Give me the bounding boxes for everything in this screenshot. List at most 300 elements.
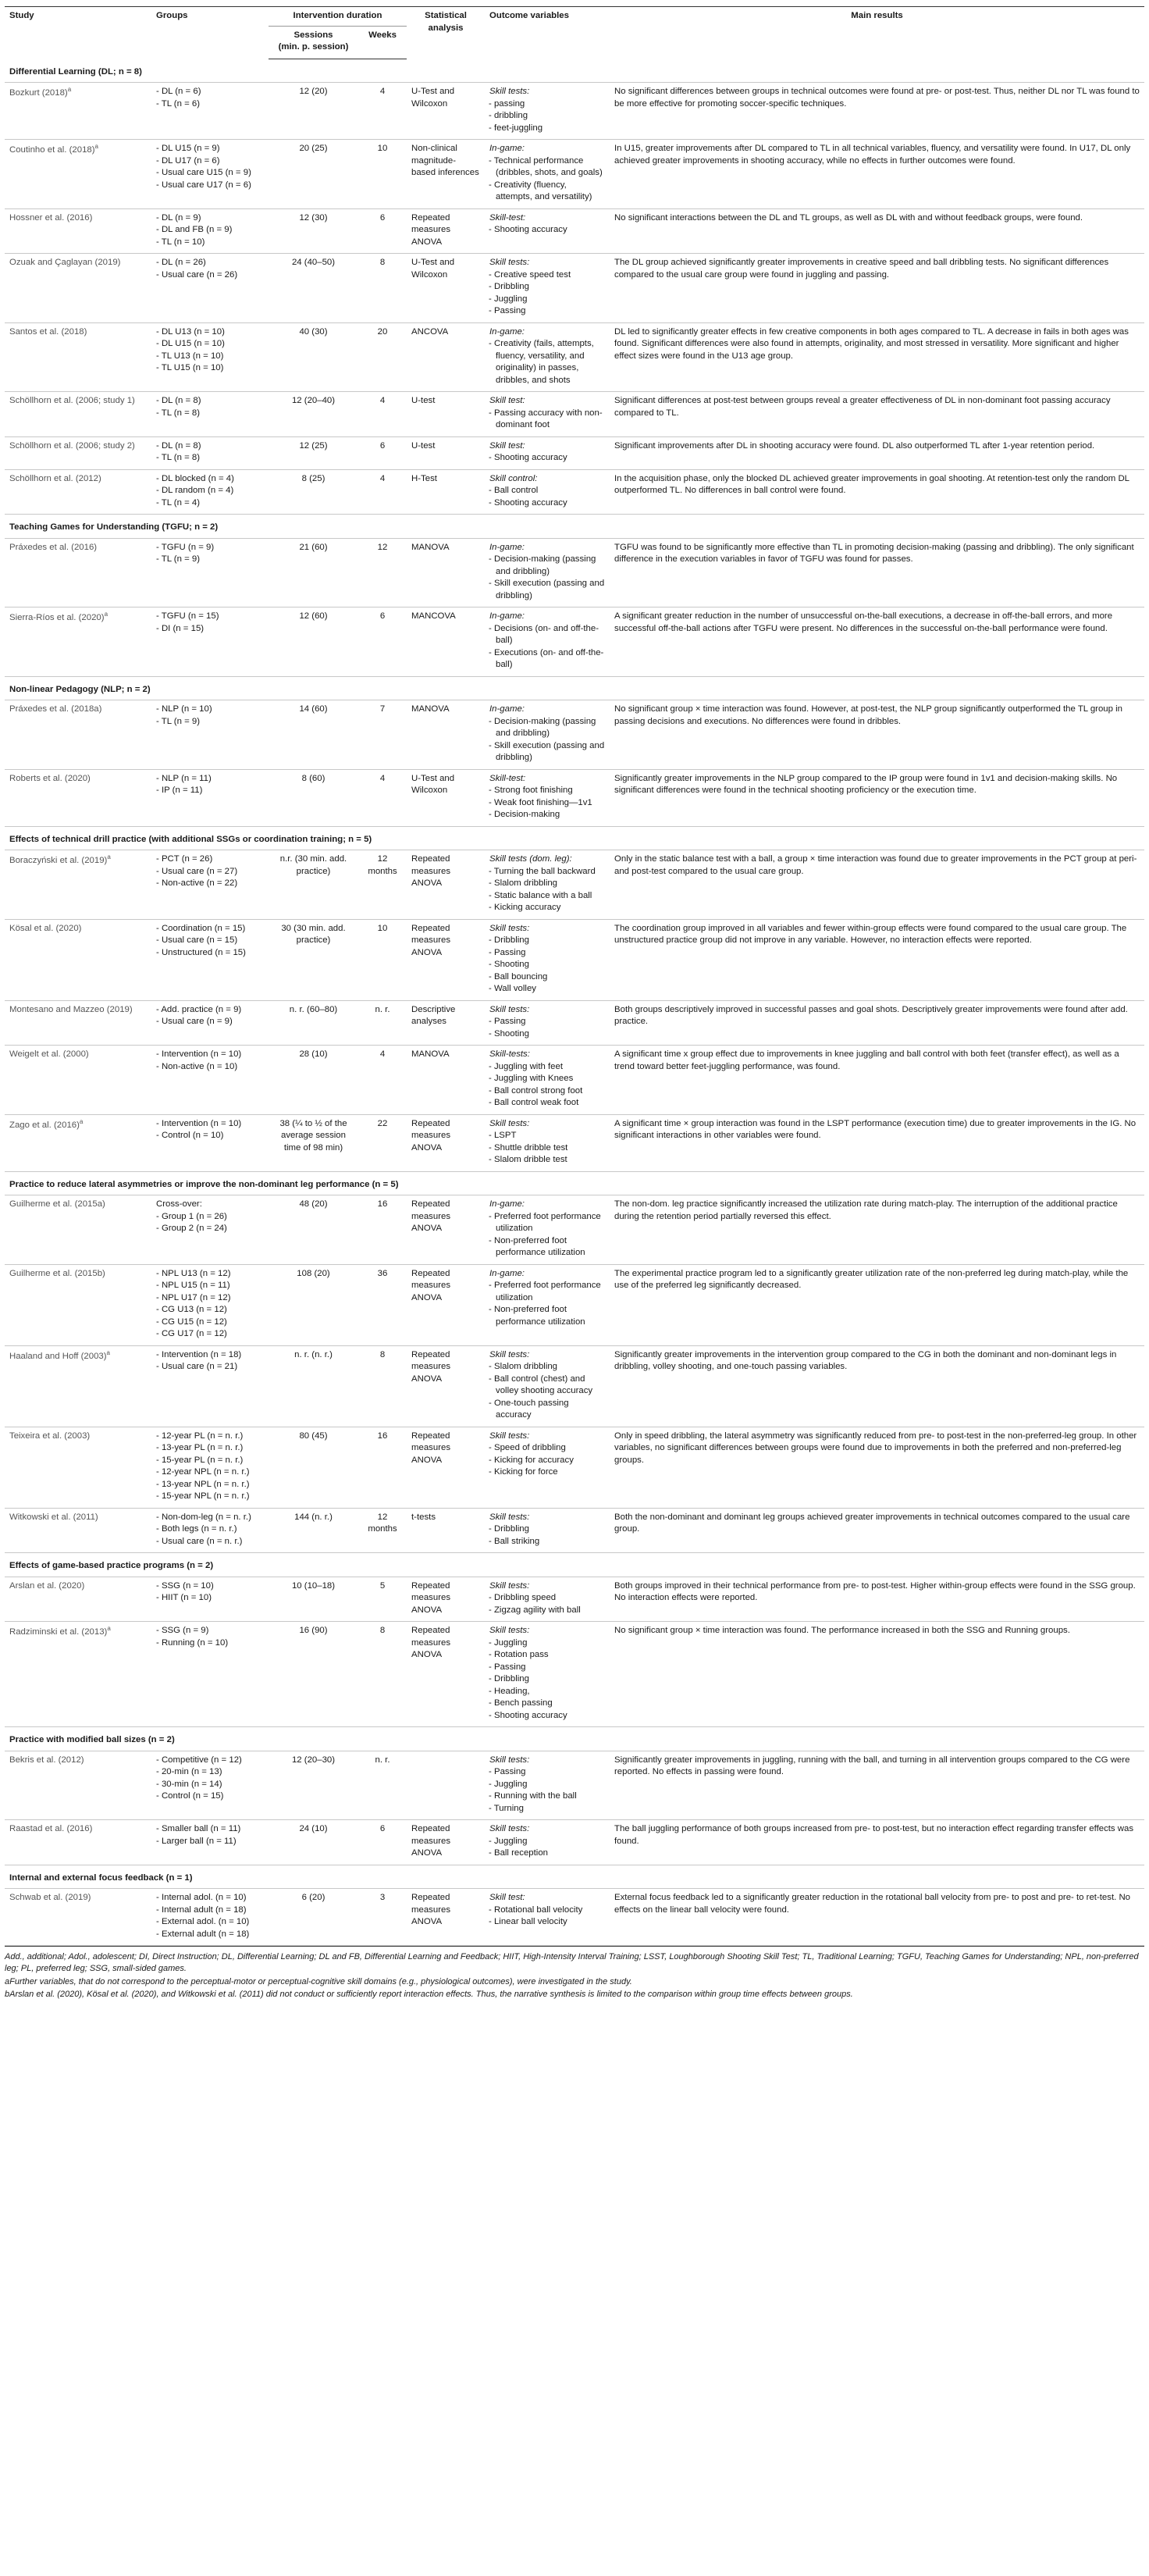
outcome-item: - Slalom dribble test bbox=[489, 1155, 567, 1164]
table-row bbox=[5, 1751, 1144, 1820]
outcome-cell bbox=[485, 1195, 610, 1265]
study-cell bbox=[5, 1114, 151, 1171]
outcome-item: - Juggling bbox=[489, 1637, 528, 1648]
results-cell: Significant improvements after DL in shooting accuracy were found. DL also outperformed TL after 1-year retention period. bbox=[610, 436, 1144, 469]
groups-cell bbox=[151, 769, 269, 826]
results-cell: Both the non-dominant and dominant leg groups achieved greater improvements in technical outcomes compared to the usual care group. bbox=[610, 1508, 1144, 1553]
outcome-cell bbox=[485, 322, 610, 392]
groups-cell bbox=[151, 254, 269, 323]
sessions-cell: 108 (20) bbox=[269, 1264, 358, 1345]
table-row bbox=[5, 538, 1144, 607]
outcome-heading: Skill tests: bbox=[489, 1580, 530, 1591]
group-item: - NPL U15 (n = 11) bbox=[156, 1281, 230, 1290]
group-item: - Unstructured (n = 15) bbox=[156, 947, 246, 957]
sessions-cell: 6 (20) bbox=[269, 1889, 358, 1946]
study-cell bbox=[5, 254, 151, 323]
outcome-item: - Non-preferred foot performance utilization bbox=[489, 1235, 585, 1257]
group-item: - Add. practice (n = 9) bbox=[156, 1004, 242, 1014]
section-title: Practice to reduce lateral asymmetries or improve the non-dominant leg performance (n = 5) bbox=[5, 1171, 1144, 1195]
analysis-cell: U-test bbox=[407, 392, 485, 437]
groups-cell bbox=[151, 700, 269, 770]
outcome-cell bbox=[485, 208, 610, 254]
table-header bbox=[5, 7, 1144, 59]
results-cell: The experimental practice program led to a significantly greater utilization rate of the non-preferred leg during match-play, while the use of the preferred leg significantly decreased. bbox=[610, 1264, 1144, 1345]
group-item: - Usual care U15 (n = 9) bbox=[156, 168, 251, 177]
outcome-item: - One-touch passing accuracy bbox=[489, 1398, 569, 1420]
group-item: - Larger ball (n = 11) bbox=[156, 1836, 237, 1846]
outcome-item: - Technical performance (dribbles, shots, and goals) bbox=[489, 155, 603, 177]
footnote-marker: a bbox=[107, 853, 111, 860]
sessions-cell: n.r. (30 min. add. practice) bbox=[269, 850, 358, 920]
outcome-cell bbox=[485, 700, 610, 770]
outcome-item: - Dribbling bbox=[489, 1674, 529, 1683]
study-cell bbox=[5, 208, 151, 254]
weeks-cell: 4 bbox=[358, 769, 407, 826]
header-weeks: Weeks bbox=[358, 26, 407, 59]
outcome-heading: Skill-tests: bbox=[489, 1049, 530, 1059]
groups-cell bbox=[151, 1264, 269, 1345]
outcome-heading: Skill tests: bbox=[489, 1755, 530, 1765]
study-name: Montesano and Mazzeo (2019) bbox=[9, 1004, 133, 1014]
results-cell: No significant differences between groups in technical outcomes were found at pre- or post-test. Thus, neither DL nor TL was found to be more effective for promoting soccer-specific techniques. bbox=[610, 83, 1144, 140]
footnote-b: bArslan et al. (2020), Kösal et al. (2020), and Witkowski et al. (2011) did not conduct or sufficiently report interaction effects. Thus, the narrative synthesis is limited to the comparison within group time effects between groups. bbox=[5, 1990, 853, 2000]
outcome-heading: In-game: bbox=[489, 326, 525, 337]
group-item: - NPL U17 (n = 12) bbox=[156, 1292, 231, 1302]
results-cell: The coordination group improved in all variables and fewer within-group effects were found compared to the usual care group. The unstructured practice group did not improve in any variable. However, no interaction effects were reported. bbox=[610, 919, 1144, 1000]
group-item: - Internal adol. (n = 10) bbox=[156, 1893, 247, 1902]
outcome-item: - Passing bbox=[489, 306, 526, 315]
weeks-cell: 16 bbox=[358, 1427, 407, 1508]
group-item: - Intervention (n = 18) bbox=[156, 1349, 242, 1359]
analysis-cell: U-Test and Wilcoxon bbox=[407, 254, 485, 323]
outcome-cell bbox=[485, 1345, 610, 1427]
sessions-cell: 14 (60) bbox=[269, 700, 358, 770]
group-item: - Intervention (n = 10) bbox=[156, 1118, 242, 1128]
weeks-cell: 8 bbox=[358, 1622, 407, 1727]
table-row bbox=[5, 1508, 1144, 1553]
outcome-item: - Shooting accuracy bbox=[489, 225, 567, 234]
sessions-cell: 30 (30 min. add. practice) bbox=[269, 919, 358, 1000]
sessions-cell: 28 (10) bbox=[269, 1046, 358, 1115]
study-name: Raastad et al. (2016) bbox=[9, 1824, 93, 1833]
outcome-item: - Shooting bbox=[489, 1028, 529, 1039]
outcome-heading: In-game: bbox=[489, 542, 525, 552]
groups-cell bbox=[151, 140, 269, 209]
outcome-item: - Kicking for force bbox=[489, 1467, 558, 1477]
group-item: - DL (n = 26) bbox=[156, 258, 206, 267]
outcome-item: - Rotational ball velocity bbox=[489, 1904, 583, 1915]
group-item: - Usual care (n = n. r.) bbox=[156, 1536, 243, 1546]
outcome-item: - Static balance with a ball bbox=[489, 890, 592, 900]
study-name: Schwab et al. (2019) bbox=[9, 1893, 91, 1902]
outcome-heading: In-game: bbox=[489, 1268, 525, 1278]
outcome-item: - Non-preferred foot performance utilization bbox=[489, 1305, 585, 1327]
outcome-item: - Rotation pass bbox=[489, 1650, 549, 1659]
results-cell: Significant differences at post-test between groups reveal a greater effectiveness of DL in non-dominant foot passing accuracy compared to TL. bbox=[610, 392, 1144, 437]
weeks-cell: 10 bbox=[358, 140, 407, 209]
table-row bbox=[5, 1889, 1144, 1946]
outcome-item: - Heading, bbox=[489, 1686, 530, 1696]
outcome-cell bbox=[485, 1264, 610, 1345]
study-name: Bozkurt (2018) bbox=[9, 87, 68, 98]
group-item: - DL U15 (n = 10) bbox=[156, 339, 225, 348]
analysis-cell: MANOVA bbox=[407, 1046, 485, 1115]
study-cell bbox=[5, 538, 151, 607]
table-row bbox=[5, 208, 1144, 254]
outcome-item: - Shuttle dribble test bbox=[489, 1142, 568, 1153]
table-row bbox=[5, 436, 1144, 469]
table-row bbox=[5, 919, 1144, 1000]
analysis-cell: Repeated measures ANOVA bbox=[407, 1264, 485, 1345]
groups-cell bbox=[151, 1114, 269, 1171]
outcome-cell bbox=[485, 919, 610, 1000]
table-row bbox=[5, 700, 1144, 770]
study-cell bbox=[5, 436, 151, 469]
groups-cell bbox=[151, 1046, 269, 1115]
study-cell bbox=[5, 322, 151, 392]
outcome-item: - Passing bbox=[489, 947, 526, 957]
outcome-item: - Skill execution (passing and dribbling) bbox=[489, 579, 605, 600]
outcome-item: - Juggling with feet bbox=[489, 1061, 563, 1071]
outcome-cell bbox=[485, 1508, 610, 1553]
weeks-cell: 8 bbox=[358, 254, 407, 323]
groups-cell bbox=[151, 322, 269, 392]
section-row bbox=[5, 676, 1144, 700]
groups-cell bbox=[151, 850, 269, 920]
outcome-cell bbox=[485, 1820, 610, 1865]
group-item: - DL (n = 8) bbox=[156, 396, 201, 405]
outcome-heading: In-game: bbox=[489, 704, 525, 714]
study-cell bbox=[5, 1345, 151, 1427]
section-row bbox=[5, 1553, 1144, 1577]
footnote-marker: a bbox=[94, 143, 98, 150]
sessions-cell: 12 (20–30) bbox=[269, 1751, 358, 1820]
table-row bbox=[5, 254, 1144, 323]
sessions-cell: 12 (25) bbox=[269, 436, 358, 469]
group-item: - Group 2 (n = 24) bbox=[156, 1224, 227, 1233]
outcome-item: - Zigzag agility with ball bbox=[489, 1605, 581, 1615]
weeks-cell: 12 months bbox=[358, 1508, 407, 1553]
study-name: Haaland and Hoff (2003) bbox=[9, 1351, 107, 1361]
group-item: - 15-year PL (n = n. r.) bbox=[156, 1455, 244, 1465]
study-cell bbox=[5, 1622, 151, 1727]
results-cell: The DL group achieved significantly greater improvements in creative speed and ball dribbling tests. No significant differences compared to the usual care group were found in juggling and passing. bbox=[610, 254, 1144, 323]
sessions-cell: n. r. (n. r.) bbox=[269, 1345, 358, 1427]
study-name: Schöllhorn et al. (2012) bbox=[9, 473, 101, 483]
group-item: - Non-active (n = 10) bbox=[156, 1061, 238, 1071]
section-title: Practice with modified ball sizes (n = 2) bbox=[5, 1727, 1144, 1751]
sessions-cell: 144 (n. r.) bbox=[269, 1508, 358, 1553]
group-item: - 12-year NPL (n = n. r.) bbox=[156, 1467, 250, 1477]
weeks-cell: n. r. bbox=[358, 1000, 407, 1046]
analysis-cell: MANOVA bbox=[407, 538, 485, 607]
outcome-item: - Ball striking bbox=[489, 1536, 540, 1546]
group-item: - Competitive (n = 12) bbox=[156, 1755, 242, 1765]
outcome-cell bbox=[485, 1427, 610, 1508]
group-item: - TL (n = 6) bbox=[156, 98, 201, 109]
weeks-cell: 4 bbox=[358, 469, 407, 515]
group-item: - TL (n = 10) bbox=[156, 237, 205, 247]
outcome-item: - feet-juggling bbox=[489, 123, 543, 133]
outcome-heading: Skill test: bbox=[489, 1893, 525, 1902]
group-item: - Group 1 (n = 26) bbox=[156, 1211, 227, 1221]
sessions-cell: 8 (60) bbox=[269, 769, 358, 826]
sessions-cell: 24 (40–50) bbox=[269, 254, 358, 323]
outcome-item: - Dribbling speed bbox=[489, 1593, 557, 1602]
outcome-heading: Skill tests: bbox=[489, 258, 530, 267]
outcome-item: - Juggling bbox=[489, 1836, 528, 1846]
outcome-cell bbox=[485, 436, 610, 469]
groups-cell bbox=[151, 607, 269, 677]
analysis-cell: Repeated measures ANOVA bbox=[407, 1622, 485, 1727]
weeks-cell: 4 bbox=[358, 1046, 407, 1115]
outcome-cell bbox=[485, 1622, 610, 1727]
section-title: Effects of technical drill practice (with additional SSGs or coordination training; n = 5) bbox=[5, 826, 1144, 850]
outcome-item: - Passing bbox=[489, 1767, 526, 1776]
analysis-cell: H-Test bbox=[407, 469, 485, 515]
outcome-item: - Shooting bbox=[489, 960, 529, 969]
group-item: - NLP (n = 11) bbox=[156, 773, 212, 783]
outcome-item: - Weak foot finishing—1v1 bbox=[489, 797, 592, 807]
outcome-heading: Skill-test: bbox=[489, 773, 526, 783]
outcome-item: - Passing bbox=[489, 1017, 526, 1026]
header-sessions-label: Sessions bbox=[293, 30, 333, 40]
groups-cell bbox=[151, 1508, 269, 1553]
outcome-cell bbox=[485, 1577, 610, 1622]
outcome-heading: Skill-test: bbox=[489, 212, 526, 223]
outcome-item: - Ball control strong foot bbox=[489, 1085, 583, 1096]
study-cell bbox=[5, 1577, 151, 1622]
outcome-cell bbox=[485, 1114, 610, 1171]
outcome-heading: Skill test: bbox=[489, 396, 525, 405]
analysis-cell: t-tests bbox=[407, 1508, 485, 1553]
group-item: - SSG (n = 10) bbox=[156, 1580, 214, 1591]
section-title: Teaching Games for Understanding (TGFU; n = 2) bbox=[5, 515, 1144, 539]
footnote-abbreviations: Add., additional; Adol., adolescent; DI, Direct Instruction; DL, Differential Learning; DL and FB, Differential Learning and Feedback; HIIT, High-Intensity Interval Training; LSST, Loughborough Shooting Skill Test; TL, Traditional Learning; TGFU, Teaching Games for Understanding; NPL, non-preferred leg; PL, preferred leg; SSG, small-sided games. bbox=[5, 1952, 1139, 1974]
group-item: - TGFU (n = 15) bbox=[156, 611, 219, 621]
study-cell bbox=[5, 1427, 151, 1508]
group-item: - IP (n = 11) bbox=[156, 786, 203, 795]
outcome-item: - Juggling bbox=[489, 294, 528, 304]
outcome-cell bbox=[485, 469, 610, 515]
study-name: Bekris et al. (2012) bbox=[9, 1755, 84, 1765]
outcome-item: - Dribbling bbox=[489, 282, 529, 291]
sessions-cell: 20 (25) bbox=[269, 140, 358, 209]
outcome-item: - Decision-making (passing and dribbling) bbox=[489, 716, 596, 738]
header-study: Study bbox=[5, 7, 151, 59]
outcome-item: - Running with the ball bbox=[489, 1791, 577, 1801]
study-name: Radziminski et al. (2013) bbox=[9, 1626, 108, 1637]
group-item: - CG U17 (n = 12) bbox=[156, 1329, 227, 1338]
section-row bbox=[5, 59, 1144, 83]
results-cell: The ball juggling performance of both groups increased from pre- to post-test, but no interaction effect regarding transfer effects was found. bbox=[610, 1820, 1144, 1865]
outcome-cell bbox=[485, 1046, 610, 1115]
outcome-item: - Preferred foot performance utilization bbox=[489, 1281, 601, 1302]
analysis-cell: Repeated measures ANOVA bbox=[407, 1114, 485, 1171]
outcome-cell bbox=[485, 1000, 610, 1046]
group-item: - Usual care (n = 27) bbox=[156, 866, 238, 876]
sessions-cell: 21 (60) bbox=[269, 538, 358, 607]
study-cell bbox=[5, 919, 151, 1000]
groups-cell bbox=[151, 1820, 269, 1865]
study-cell bbox=[5, 1508, 151, 1553]
study-cell bbox=[5, 140, 151, 209]
outcome-heading: Skill tests (dom. leg): bbox=[489, 854, 572, 864]
study-cell bbox=[5, 607, 151, 677]
sessions-cell: n. r. (60–80) bbox=[269, 1000, 358, 1046]
study-name: Práxedes et al. (2018a) bbox=[9, 704, 102, 714]
study-name: Ozuak and Çaglayan (2019) bbox=[9, 258, 121, 267]
outcome-item: - Kicking for accuracy bbox=[489, 1455, 574, 1465]
group-item: - CG U13 (n = 12) bbox=[156, 1305, 227, 1314]
study-cell bbox=[5, 1751, 151, 1820]
sessions-cell: 12 (20–40) bbox=[269, 392, 358, 437]
outcome-item: - Decisions (on- and off-the-ball) bbox=[489, 623, 599, 645]
study-name: Guilherme et al. (2015a) bbox=[9, 1199, 105, 1209]
results-cell: The non-dom. leg practice significantly increased the utilization rate during match-play. The interruption of the additional practice during the retention period partially reversed this effect. bbox=[610, 1195, 1144, 1265]
study-name: Sierra-Ríos et al. (2020) bbox=[9, 612, 105, 622]
study-cell bbox=[5, 1820, 151, 1865]
group-item: - HIIT (n = 10) bbox=[156, 1593, 212, 1602]
results-cell: Both groups descriptively improved in successful passes and goal shots. Descriptively greater improvements were found after add. practice. bbox=[610, 1000, 1144, 1046]
sessions-cell: 38 (¼ to ½ of the average session time of 98 min) bbox=[269, 1114, 358, 1171]
table-row bbox=[5, 140, 1144, 209]
outcome-heading: Skill tests: bbox=[489, 1431, 530, 1441]
table-row bbox=[5, 1345, 1144, 1427]
study-name: Boraczyński et al. (2019) bbox=[9, 855, 108, 865]
section-row bbox=[5, 1727, 1144, 1751]
outcome-heading: Skill tests: bbox=[489, 1118, 530, 1128]
outcome-item: - Strong foot finishing bbox=[489, 786, 573, 795]
outcome-cell bbox=[485, 140, 610, 209]
groups-cell bbox=[151, 1751, 269, 1820]
group-item: - DL U15 (n = 9) bbox=[156, 144, 220, 153]
weeks-cell: 22 bbox=[358, 1114, 407, 1171]
study-name: Schöllhorn et al. (2006; study 1) bbox=[9, 396, 135, 405]
table-body bbox=[5, 59, 1144, 1946]
group-item: - Usual care (n = 15) bbox=[156, 935, 238, 945]
section-title: Differential Learning (DL; n = 8) bbox=[5, 59, 1144, 83]
weeks-cell: 6 bbox=[358, 607, 407, 677]
study-cell bbox=[5, 1046, 151, 1115]
groups-cell bbox=[151, 1345, 269, 1427]
table-row bbox=[5, 607, 1144, 677]
outcome-heading: In-game: bbox=[489, 611, 525, 621]
groups-cell bbox=[151, 919, 269, 1000]
group-item: - 12-year PL (n = n. r.) bbox=[156, 1431, 244, 1441]
group-item: - Non-dom-leg (n = n. r.) bbox=[156, 1512, 251, 1522]
sessions-cell: 12 (60) bbox=[269, 607, 358, 677]
outcome-item: - Passing accuracy with non-dominant foot bbox=[489, 408, 603, 429]
outcome-cell bbox=[485, 607, 610, 677]
analysis-cell: Repeated measures ANOVA bbox=[407, 919, 485, 1000]
table-row bbox=[5, 1820, 1144, 1865]
weeks-cell: 8 bbox=[358, 1345, 407, 1427]
group-item: Cross-over: bbox=[156, 1199, 202, 1209]
groups-cell bbox=[151, 1622, 269, 1727]
section-row bbox=[5, 1865, 1144, 1889]
analysis-cell: Repeated measures ANOVA bbox=[407, 1820, 485, 1865]
study-cell bbox=[5, 1264, 151, 1345]
outcome-heading: Skill tests: bbox=[489, 923, 530, 933]
study-name: Zago et al. (2016) bbox=[9, 1120, 80, 1130]
outcome-heading: Skill control: bbox=[489, 473, 538, 483]
groups-cell bbox=[151, 208, 269, 254]
analysis-cell: U-test bbox=[407, 436, 485, 469]
outcome-heading: In-game: bbox=[489, 1199, 525, 1209]
footnote-marker: a bbox=[104, 611, 108, 618]
footnote-marker: a bbox=[106, 1349, 110, 1356]
group-item: - Intervention (n = 10) bbox=[156, 1049, 242, 1059]
outcome-cell bbox=[485, 1889, 610, 1946]
outcome-item: - Bench passing bbox=[489, 1698, 553, 1708]
group-item: - Control (n = 10) bbox=[156, 1131, 224, 1140]
table-row bbox=[5, 850, 1144, 920]
outcome-item: - Shooting accuracy bbox=[489, 497, 567, 508]
study-name: Roberts et al. (2020) bbox=[9, 773, 91, 783]
results-cell: TGFU was found to be significantly more effective than TL in promoting decision-making (passing and dribbling). The only significant difference in the execution variables in favor of TGFU was found for passes. bbox=[610, 538, 1144, 607]
study-name: Arslan et al. (2020) bbox=[9, 1580, 85, 1591]
outcome-cell bbox=[485, 1751, 610, 1820]
analysis-cell bbox=[407, 1751, 485, 1820]
table-row bbox=[5, 1622, 1144, 1727]
group-item: - DL (n = 6) bbox=[156, 87, 201, 96]
outcome-item: - Skill execution (passing and dribbling) bbox=[489, 740, 605, 762]
study-name: Coutinho et al. (2018) bbox=[9, 144, 95, 155]
weeks-cell: 6 bbox=[358, 208, 407, 254]
study-cell bbox=[5, 700, 151, 770]
header-main-results: Main results bbox=[610, 7, 1144, 59]
footnote-marker: a bbox=[79, 1117, 84, 1125]
table-row bbox=[5, 1264, 1144, 1345]
outcome-item: - Shooting accuracy bbox=[489, 1710, 567, 1720]
table-row bbox=[5, 1000, 1144, 1046]
study-cell bbox=[5, 392, 151, 437]
analysis-cell: MANOVA bbox=[407, 700, 485, 770]
table-row bbox=[5, 83, 1144, 140]
study-name: Kösal et al. (2020) bbox=[9, 923, 82, 933]
outcome-heading: Skill test: bbox=[489, 440, 525, 451]
weeks-cell: 36 bbox=[358, 1264, 407, 1345]
outcome-item: - Turning bbox=[489, 1803, 524, 1813]
outcome-heading: Skill tests: bbox=[489, 87, 530, 96]
study-name: Santos et al. (2018) bbox=[9, 326, 87, 337]
analysis-cell: Descriptive analyses bbox=[407, 1000, 485, 1046]
header-sessions bbox=[269, 26, 358, 59]
group-item: - Usual care (n = 26) bbox=[156, 269, 238, 280]
analysis-cell: Repeated measures ANOVA bbox=[407, 208, 485, 254]
results-cell: A significant time x group effect due to improvements in knee juggling and ball control with both feet (transfer effect), as well as a trend toward better feet-juggling performance, was found. bbox=[610, 1046, 1144, 1115]
groups-cell bbox=[151, 436, 269, 469]
table-row bbox=[5, 769, 1144, 826]
group-item: - DL U17 (n = 6) bbox=[156, 155, 220, 166]
outcome-heading: Skill tests: bbox=[489, 1004, 530, 1014]
analysis-cell: Repeated measures ANOVA bbox=[407, 1195, 485, 1265]
header-groups: Groups bbox=[151, 7, 269, 59]
weeks-cell: 16 bbox=[358, 1195, 407, 1265]
outcome-item: - Kicking accuracy bbox=[489, 903, 561, 912]
analysis-cell: Repeated measures ANOVA bbox=[407, 850, 485, 920]
group-item: - TL (n = 8) bbox=[156, 408, 201, 418]
analysis-cell: ANCOVA bbox=[407, 322, 485, 392]
outcome-cell bbox=[485, 392, 610, 437]
outcome-item: - Decision-making (passing and dribbling) bbox=[489, 554, 596, 576]
table-footnotes bbox=[5, 1946, 1144, 2001]
results-cell: No significant group × time interaction was found. However, at post-test, the NLP group significantly outperformed the TL group in passing decisions and executions. No differences were found in dribbles. bbox=[610, 700, 1144, 770]
footnote-marker: a bbox=[107, 1625, 111, 1632]
outcome-item: - Shooting accuracy bbox=[489, 453, 567, 462]
outcome-item: - Linear ball velocity bbox=[489, 1917, 567, 1926]
